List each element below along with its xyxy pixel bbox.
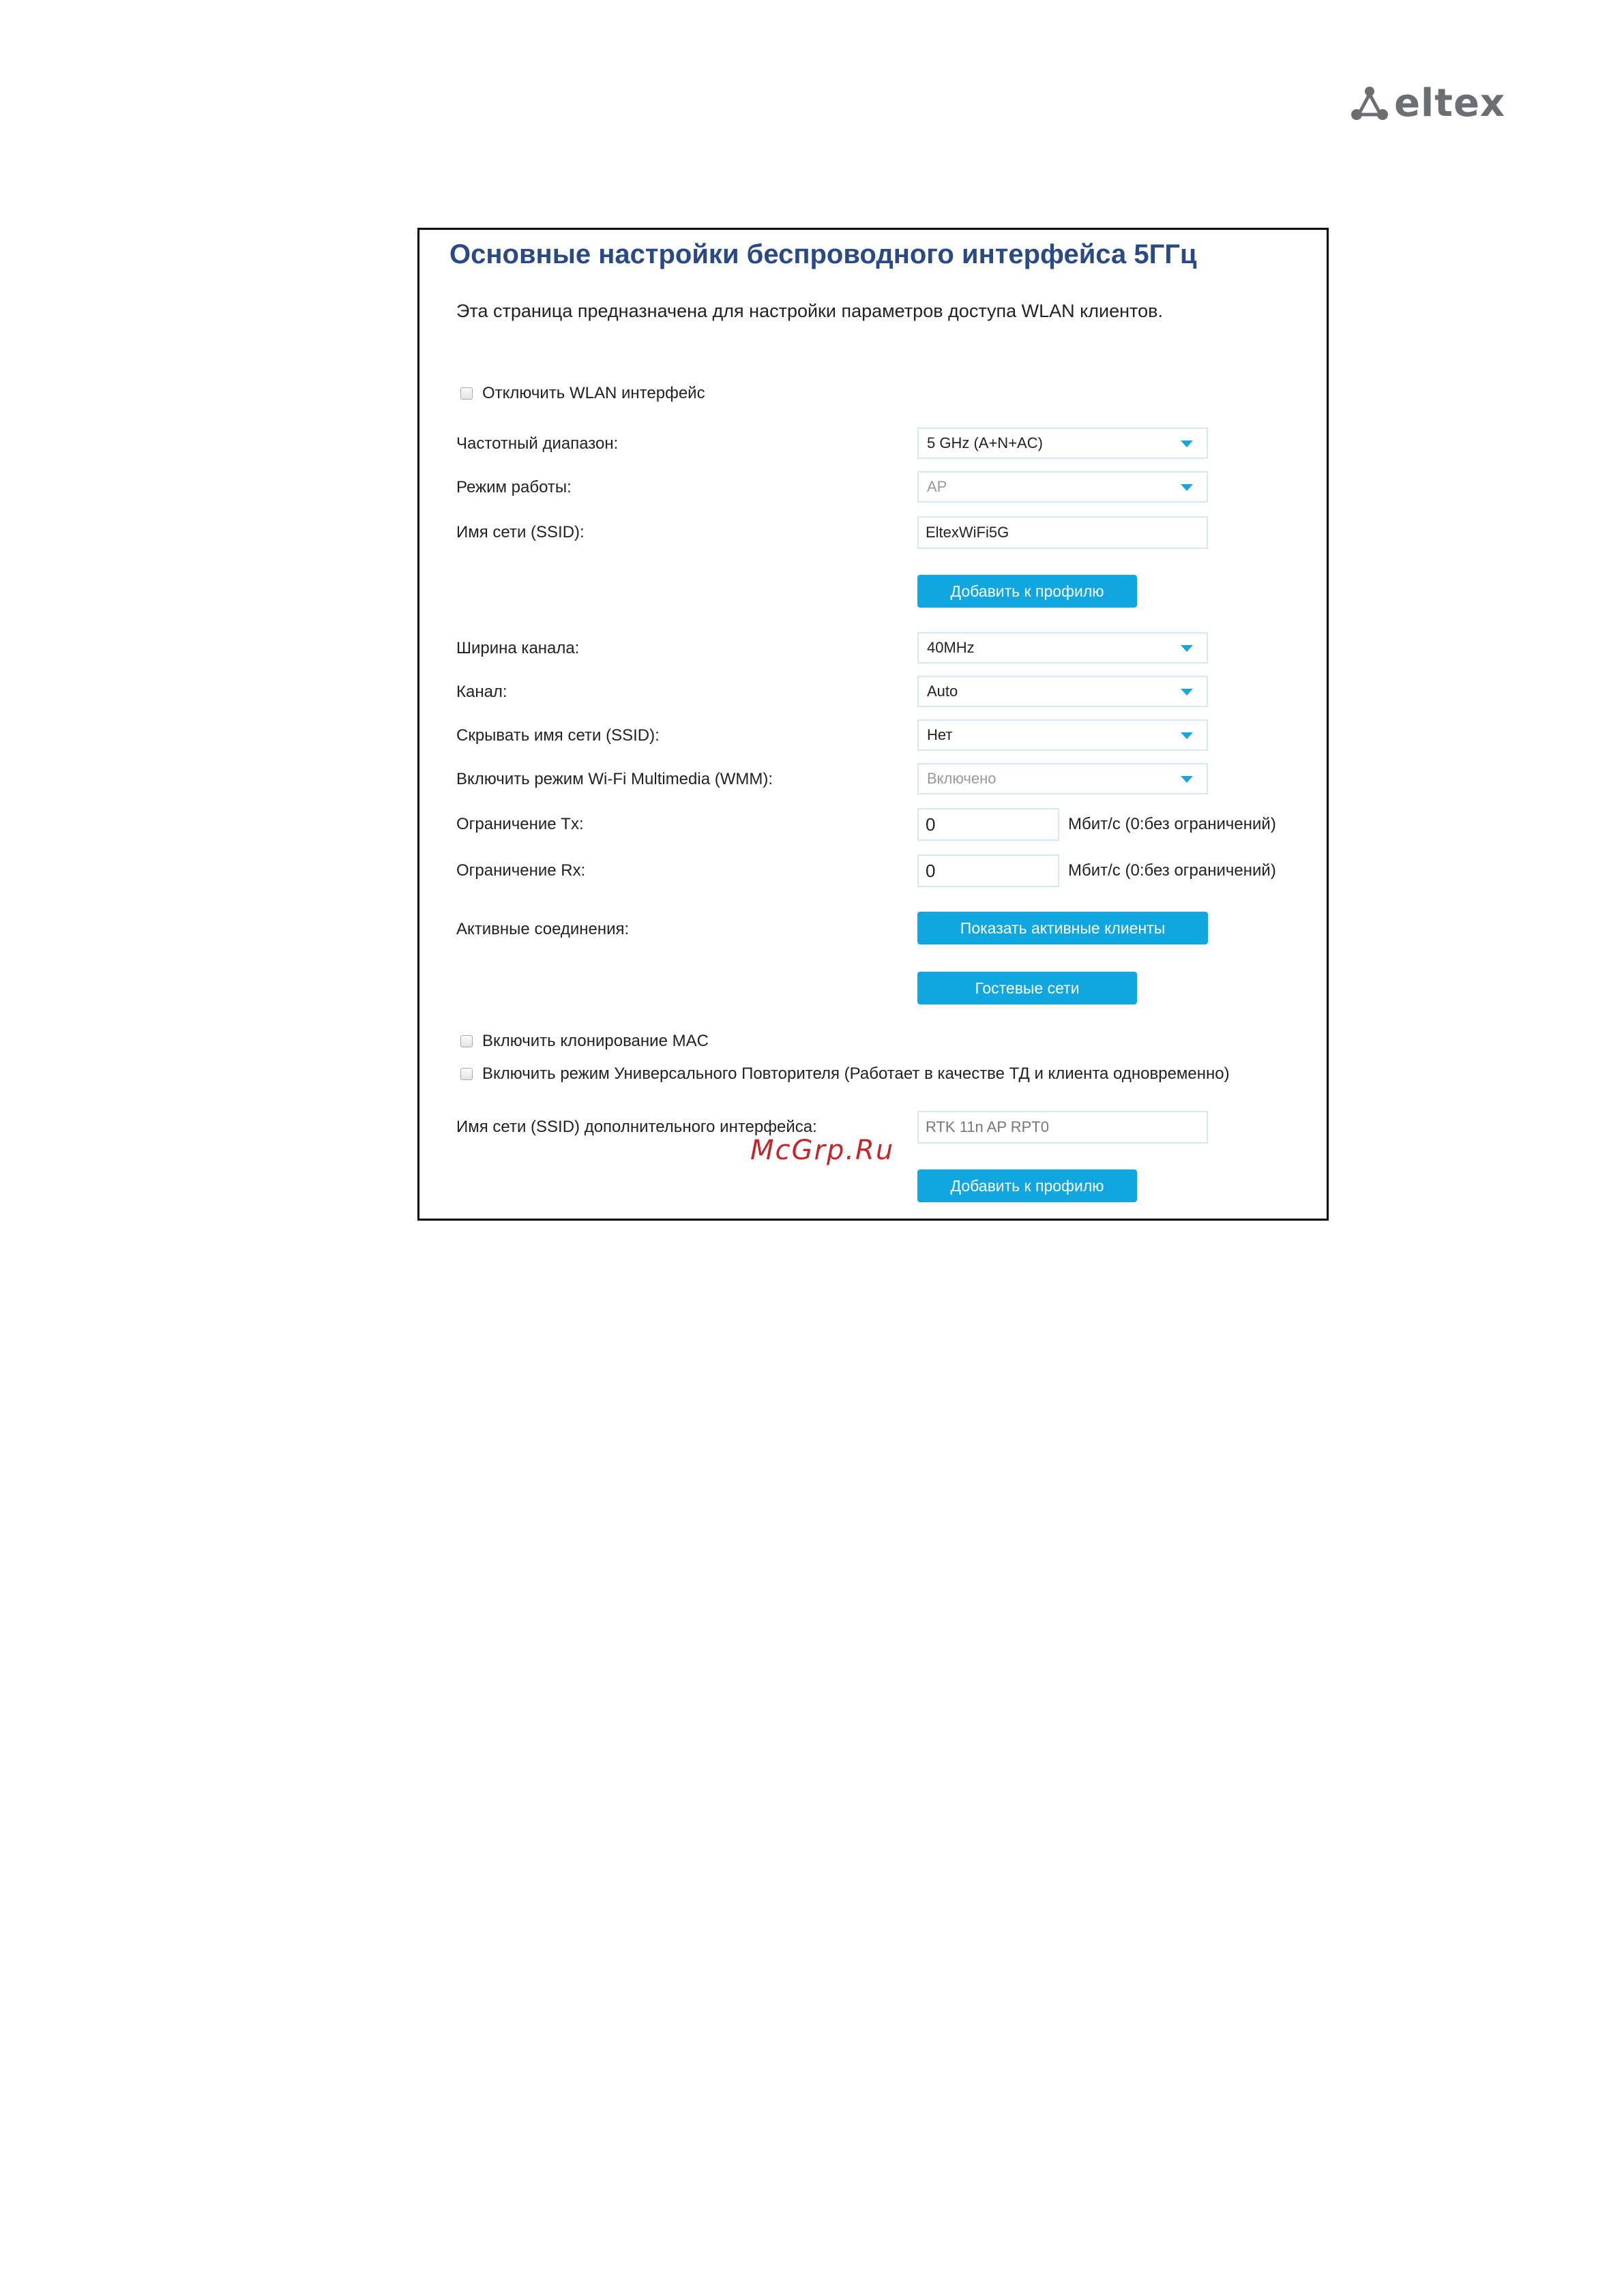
chevron-down-icon (1181, 645, 1193, 652)
channel-select[interactable] (917, 676, 1208, 707)
hide-ssid-select[interactable] (917, 719, 1208, 751)
disable-wlan-label: Отключить WLAN интерфейс (482, 384, 705, 402)
show-active-clients-button[interactable]: Показать активные клиенты (917, 912, 1208, 944)
ssid-label: Имя сети (SSID): (456, 523, 585, 541)
repeater-row[interactable] (460, 1064, 1230, 1084)
repeater-checkbox[interactable] (460, 1068, 473, 1080)
extra-ssid-value: RTK 11n AP RPT0 (926, 1118, 1049, 1135)
rx-limit-input[interactable] (917, 854, 1059, 887)
wmm-label: Включить режим Wi-Fi Multimedia (WMM): (456, 770, 773, 788)
channel-width-value: 40MHz (927, 639, 975, 656)
page-description: Эта страница предназначена для настройки параметров доступа WLAN клиентов. (456, 301, 1163, 321)
tx-limit-label: Ограничение Tx: (456, 815, 584, 833)
band-select[interactable] (917, 428, 1208, 459)
disable-wlan-checkbox[interactable] (460, 387, 473, 400)
rx-limit-label: Ограничение Rx: (456, 861, 586, 880)
eltex-logo (1350, 81, 1506, 125)
mode-select (917, 471, 1208, 503)
channel-width-label: Ширина канала: (456, 639, 580, 657)
mode-value: AP (927, 478, 947, 495)
wmm-value: Включено (927, 770, 996, 787)
band-label: Частотный диапазон: (456, 434, 619, 453)
chevron-down-icon (1181, 441, 1193, 447)
page-title: Основные настройки беспроводного интерфейса 5ГГц (449, 239, 1197, 269)
hide-ssid-value: Нет (927, 726, 953, 743)
extra-ssid-label: Имя сети (SSID) дополнительного интерфейса: (456, 1118, 817, 1136)
eltex-logo-icon (1350, 85, 1389, 123)
chevron-down-icon (1181, 689, 1193, 696)
tx-limit-unit: Мбит/с (0:без ограничений) (1068, 815, 1276, 833)
ssid-input[interactable] (917, 516, 1208, 549)
extra-ssid-input[interactable] (917, 1111, 1208, 1144)
channel-width-select[interactable] (917, 632, 1208, 664)
hide-ssid-label: Скрывать имя сети (SSID): (456, 726, 660, 745)
mac-clone-checkbox[interactable] (460, 1035, 473, 1047)
wireless-settings-panel (417, 228, 1329, 1221)
add-to-profile-button-2[interactable]: Добавить к профилю (917, 1169, 1137, 1202)
add-to-profile-button[interactable]: Добавить к профилю (917, 575, 1137, 608)
wmm-select (917, 763, 1208, 794)
watermark: McGrp.Ru (750, 1135, 895, 1166)
chevron-down-icon (1181, 732, 1193, 739)
channel-label: Канал: (456, 683, 507, 701)
chevron-down-icon (1181, 484, 1193, 491)
band-value: 5 GHz (A+N+AC) (927, 434, 1043, 451)
rx-limit-value: 0 (926, 860, 936, 881)
channel-value: Auto (927, 683, 958, 700)
repeater-label: Включить режим Универсального Повторителя (Работает в качестве ТД и клиента одновременно) (482, 1064, 1230, 1083)
chevron-down-icon (1181, 776, 1193, 783)
logo-text: eltex (1394, 81, 1506, 125)
tx-limit-input[interactable] (917, 808, 1059, 841)
disable-wlan-row[interactable] (460, 384, 705, 403)
tx-limit-value: 0 (926, 814, 936, 835)
mac-clone-row[interactable] (460, 1032, 709, 1051)
active-connections-label: Активные соединения: (456, 920, 630, 938)
mac-clone-label: Включить клонирование MAC (482, 1032, 709, 1050)
rx-limit-unit: Мбит/с (0:без ограничений) (1068, 861, 1276, 880)
guest-networks-button[interactable]: Гостевые сети (917, 972, 1137, 1004)
mode-label: Режим работы: (456, 478, 572, 496)
ssid-value: EltexWiFi5G (926, 524, 1009, 541)
